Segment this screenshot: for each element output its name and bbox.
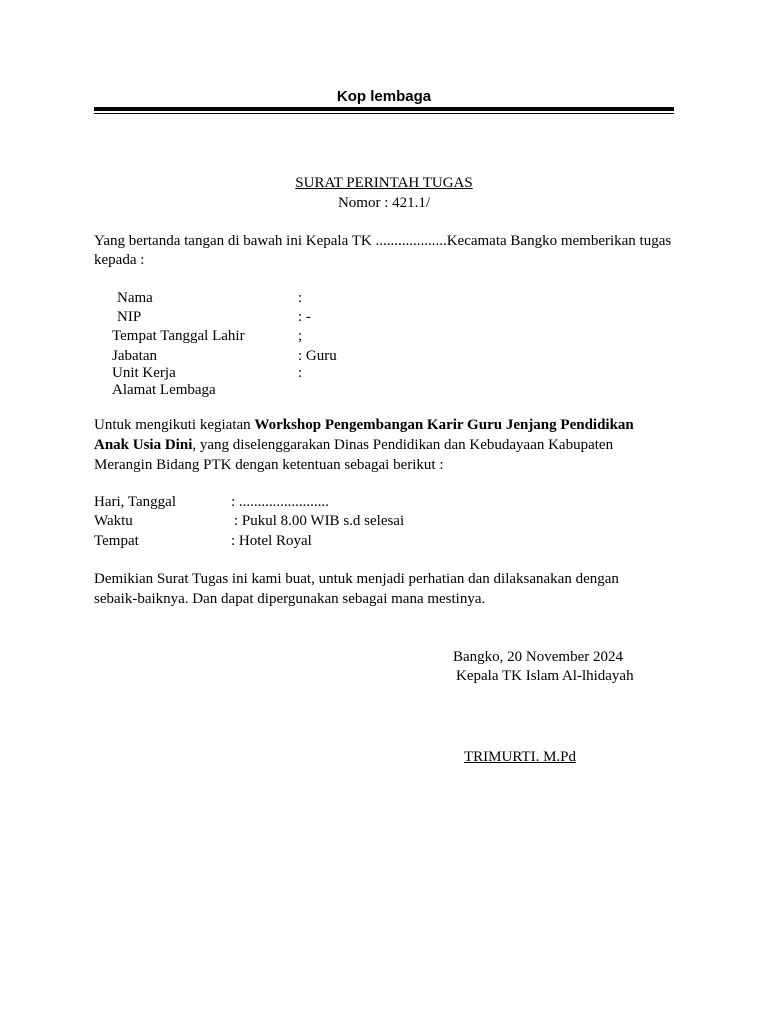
signature-position: Kepala TK Islam Al-lhidayah bbox=[456, 668, 634, 684]
intro-line-2: kepada : bbox=[94, 252, 145, 268]
waktu-label: Waktu bbox=[94, 513, 133, 529]
signatory-name: TRIMURTI. M.Pd bbox=[464, 749, 577, 765]
jabatan-label: Jabatan bbox=[112, 348, 157, 364]
ttl-value: ; bbox=[298, 328, 303, 344]
letterhead-rule-thin bbox=[94, 113, 674, 114]
hari-tanggal-value: : ........................ bbox=[231, 494, 329, 510]
unit-kerja-value: : bbox=[298, 365, 303, 381]
intro-line-1: Yang bertanda tangan di bawah ini Kepala TK ...................Kecamata Bangko memberikan tugas bbox=[94, 233, 672, 249]
signature-place-date: Bangko, 20 November 2024 bbox=[453, 649, 623, 665]
nip-value: : - bbox=[298, 309, 311, 325]
activity-organizer: , yang diselenggarakan Dinas Pendidikan dan Kebudayaan Kabupaten bbox=[192, 437, 614, 453]
nama-value: : bbox=[298, 290, 303, 306]
document-title: SURAT PERINTAH TUGAS bbox=[295, 175, 473, 191]
closing-line-2: sebaik-baiknya. Dan dapat dipergunakan sebagai mana mestinya. bbox=[94, 591, 486, 607]
waktu-value: : Pukul 8.00 WIB s.d selesai bbox=[234, 513, 405, 529]
letterhead-title: Kop lembaga bbox=[336, 88, 432, 105]
activity-line-1 bbox=[94, 416, 634, 434]
activity-prefix: Untuk mengikuti kegiatan bbox=[94, 417, 255, 433]
jabatan-value: : Guru bbox=[298, 348, 337, 364]
hari-tanggal-label: Hari, Tanggal bbox=[94, 494, 176, 510]
letterhead-rule-thick bbox=[94, 107, 674, 111]
activity-line-2 bbox=[94, 436, 613, 454]
closing-line-1: Demikian Surat Tugas ini kami buat, untuk menjadi perhatian dan dilaksanakan dengan bbox=[94, 571, 619, 587]
ttl-label: Tempat Tanggal Lahir bbox=[112, 328, 245, 344]
alamat-lembaga-label: Alamat Lembaga bbox=[112, 382, 216, 398]
nip-label: NIP bbox=[117, 309, 142, 325]
activity-line-3: Merangin Bidang PTK dengan ketentuan sebagai berikut : bbox=[94, 457, 444, 473]
tempat-label: Tempat bbox=[94, 533, 139, 549]
unit-kerja-label: Unit Kerja bbox=[112, 365, 176, 381]
activity-title: Workshop Pengembangan Karir Guru Jenjang Pendidikan bbox=[254, 417, 634, 433]
nama-label: Nama bbox=[117, 290, 153, 306]
document-number: Nomor : 421.1/ bbox=[337, 195, 431, 211]
tempat-value: : Hotel Royal bbox=[231, 533, 312, 549]
activity-title-cont: Anak Usia Dini bbox=[94, 437, 193, 453]
